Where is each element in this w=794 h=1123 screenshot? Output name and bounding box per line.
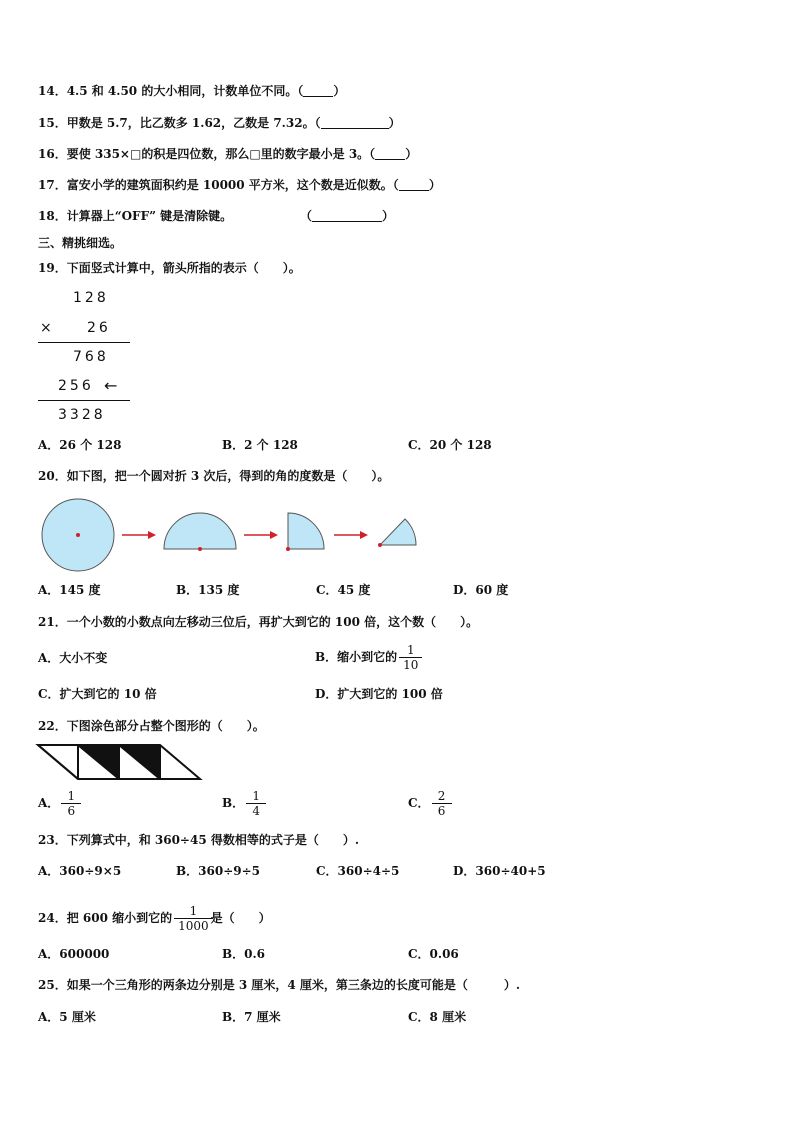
question-17: 17．富安小学的建筑面积约是 10000 平方米，这个数是近似数。（ ） (38, 178, 441, 192)
question-15: 15．甲数是 5.7，比乙数多 1.62，乙数是 7.32。（ ） (38, 116, 401, 130)
option-20-a[interactable]: A．145 度 (38, 583, 101, 597)
answer-blank-16[interactable] (375, 147, 405, 160)
section-heading: 三、精挑细选。 (38, 236, 123, 250)
question-25-text: 25．如果一个三角形的两条边分别是 3 厘米，4 厘米，第三条边的长度可能是（ ）. (38, 978, 521, 992)
arrow-left-icon: ← (104, 376, 118, 395)
parallelogram-figure (38, 743, 208, 783)
calc-partial-2: 256 (58, 378, 94, 394)
option-25-a[interactable]: A．5 厘米 (38, 1010, 96, 1024)
question-15-text: 15．甲数是 5.7，比乙数多 1.62，乙数是 7.32。（ (38, 116, 321, 130)
option-24-b[interactable]: B．0.6 (222, 947, 266, 961)
eighth-circle (380, 519, 416, 545)
question-18-answer: （ ） (300, 209, 395, 223)
option-19-b[interactable]: B．2 个 128 (222, 438, 298, 452)
option-19-c[interactable]: C．20 个 128 (408, 438, 492, 452)
answer-blank-18[interactable] (312, 209, 382, 222)
calc-partial-1: 768 (73, 349, 109, 365)
option-22-a[interactable]: A． $\frac{1}{6}$ (38, 786, 79, 820)
question-14-text: 14．4.5 和 4.50 的大小相同，计数单位不同。（ (38, 84, 304, 98)
option-25-c[interactable]: C．8 厘米 (408, 1010, 467, 1024)
option-21-b[interactable]: B．缩小到它的 $\frac{1}{10}$ (315, 642, 420, 672)
option-20-d[interactable]: D．60 度 (453, 583, 509, 597)
circle-folding-figure (38, 498, 438, 578)
option-24-a[interactable]: A．600000 (38, 947, 110, 961)
question-23-text: 23．下列算式中，和 360÷45 得数相等的式子是（ ）. (38, 833, 360, 847)
option-23-a[interactable]: A．360÷9×5 (38, 864, 122, 878)
half-circle (164, 513, 236, 549)
question-20-text: 20．如下图，把一个圆对折 3 次后，得到的角的度数是（ ）。 (38, 469, 390, 483)
fraction-1-1000: $\frac{1}{1000}$ (176, 904, 211, 933)
option-23-b[interactable]: B．360÷9÷5 (176, 864, 261, 878)
question-18 (38, 208, 232, 224)
question-17-text: 17．富安小学的建筑面积约是 10000 平方米，这个数是近似数。（ (38, 178, 399, 192)
question-21-text: 21．一个小数的小数点向左移动三位后，再扩大到它的 100 倍，这个数（ ）。 (38, 615, 479, 629)
circle-center-dot (76, 533, 80, 537)
calc-multiplier: 26 (87, 320, 111, 336)
question-16-text: 16．要使 335×□的积是四位数，那么□里的数字最小是 3。（ (38, 147, 376, 161)
option-22-b[interactable]: B． $\frac{1}{4}$ (222, 786, 264, 820)
fraction-1-6: $\frac{1}{6}$ (63, 789, 79, 818)
option-24-c[interactable]: C．0.06 (408, 947, 459, 961)
question-16: 16．要使 335×□的积是四位数，那么□里的数字最小是 3。（ ） (38, 147, 418, 161)
option-21-a[interactable]: A．大小不变 (38, 651, 108, 665)
question-14: 14．4.5 和 4.50 的大小相同，计数单位不同。（ ） (38, 84, 346, 98)
calc-rule-2 (38, 400, 130, 401)
option-23-c[interactable]: C．360÷4÷5 (316, 864, 400, 878)
question-18-text: 18．计算器上“OFF” 键是清除键。 (38, 209, 233, 223)
option-21-d[interactable]: D．扩大到它的 100 倍 (315, 687, 443, 701)
option-19-a[interactable]: A．26 个 128 (38, 438, 122, 452)
question-22-text: 22．下图涂色部分占整个图形的（ ）。 (38, 719, 265, 733)
answer-blank-17[interactable] (399, 178, 429, 191)
question-24: 24．把 600 缩小到它的 $\frac{1}{1000}$ 是（ ） (38, 904, 271, 933)
fraction-2-6: $\frac{2}{6}$ (434, 789, 450, 818)
question-19-text: 19．下面竖式计算中，箭头所指的表示（ ）。 (38, 261, 301, 275)
option-20-c[interactable]: C．45 度 (316, 583, 371, 597)
question-24-text: 24．把 600 缩小到它的 (38, 911, 173, 925)
calc-result: 3328 (58, 407, 106, 423)
quarter-circle (288, 513, 324, 549)
fraction-1-10: $\frac{1}{10}$ (401, 643, 420, 672)
option-21-c[interactable]: C．扩大到它的 10 倍 (38, 687, 157, 701)
times-sign: × (40, 320, 52, 336)
answer-blank-15[interactable] (321, 116, 389, 129)
answer-blank-14[interactable] (303, 84, 333, 97)
fraction-1-4: $\frac{1}{4}$ (248, 789, 264, 818)
option-25-b[interactable]: B．7 厘米 (222, 1010, 281, 1024)
option-23-d[interactable]: D．360÷40+5 (453, 864, 546, 878)
option-20-b[interactable]: B．135 度 (176, 583, 240, 597)
calc-multiplicand: 128 (73, 290, 109, 306)
calc-rule-1 (38, 342, 130, 343)
option-22-c[interactable]: C． $\frac{2}{6}$ (408, 786, 450, 820)
